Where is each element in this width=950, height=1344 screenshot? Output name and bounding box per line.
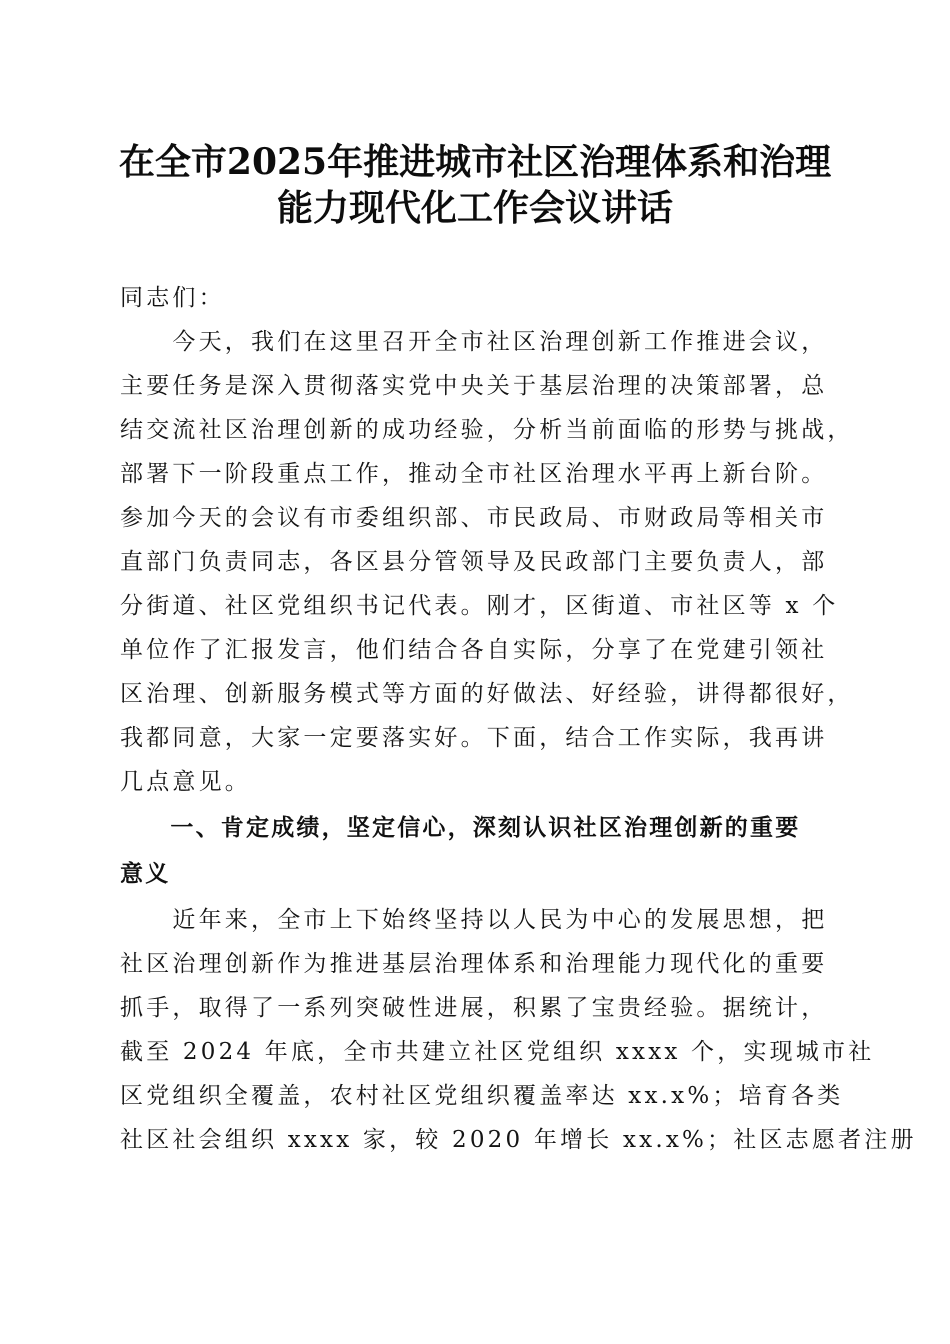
paragraph-1-line: 我都同意，大家一定要落实好。下面，结合工作实际，我再讲 [120,725,828,751]
section-heading-1-line: 意义 [120,861,171,887]
paragraph-1-line: 分街道、社区党组织书记代表。刚才，区街道、市社区等 x 个 [120,593,839,619]
paragraph-1-line: 今天，我们在这里召开全市社区治理创新工作推进会议， [120,329,828,355]
paragraph-1-line: 参加今天的会议有市委组织部、市民政局、市财政局等相关市 [120,505,828,531]
paragraph-1-line: 结交流社区治理创新的成功经验，分析当前面临的形势与挑战， [120,417,854,443]
paragraph-1-line: 直部门负责同志，各区县分管领导及民政部门主要负责人，部 [120,549,828,575]
paragraph-2-line: 区党组织全覆盖，农村社区党组织覆盖率达 xx.x%；培育各类 [120,1083,844,1109]
document-title-line-1: 在全市2025年推进城市社区治理体系和治理 [118,141,832,183]
section-heading-1-line: 一、肯定成绩，坚定信心，深刻认识社区治理创新的重要 [120,815,801,841]
paragraph-2-line: 抓手，取得了一系列突破性进展，积累了宝贵经验。据统计， [120,995,828,1021]
paragraph-1-line: 主要任务是深入贯彻落实党中央关于基层治理的决策部署，总 [120,373,828,399]
paragraph-1-line: 部署下一阶段重点工作，推动全市社区治理水平再上新台阶。 [120,461,828,487]
paragraph-2-line: 社区治理创新作为推进基层治理体系和治理能力现代化的重要 [120,951,828,977]
paragraph-1-line: 单位作了汇报发言，他们结合各自实际，分享了在党建引领社 [120,637,828,663]
paragraph-2-line: 截至 2024 年底，全市共建立社区党组织 xxxx 个，实现城市社 [120,1039,875,1065]
paragraph-1-line: 几点意见。 [120,769,251,795]
salutation: 同志们： [120,285,225,311]
paragraph-1-line: 区治理、创新服务模式等方面的好做法、好经验，讲得都很好， [120,681,854,707]
document-title-line-2: 能力现代化工作会议讲话 [276,187,673,229]
paragraph-2-line: 社区社会组织 xxxx 家，较 2020 年增长 xx.x%；社区志愿者注册 [120,1127,917,1153]
paragraph-2-line: 近年来，全市上下始终坚持以人民为中心的发展思想，把 [120,907,828,933]
